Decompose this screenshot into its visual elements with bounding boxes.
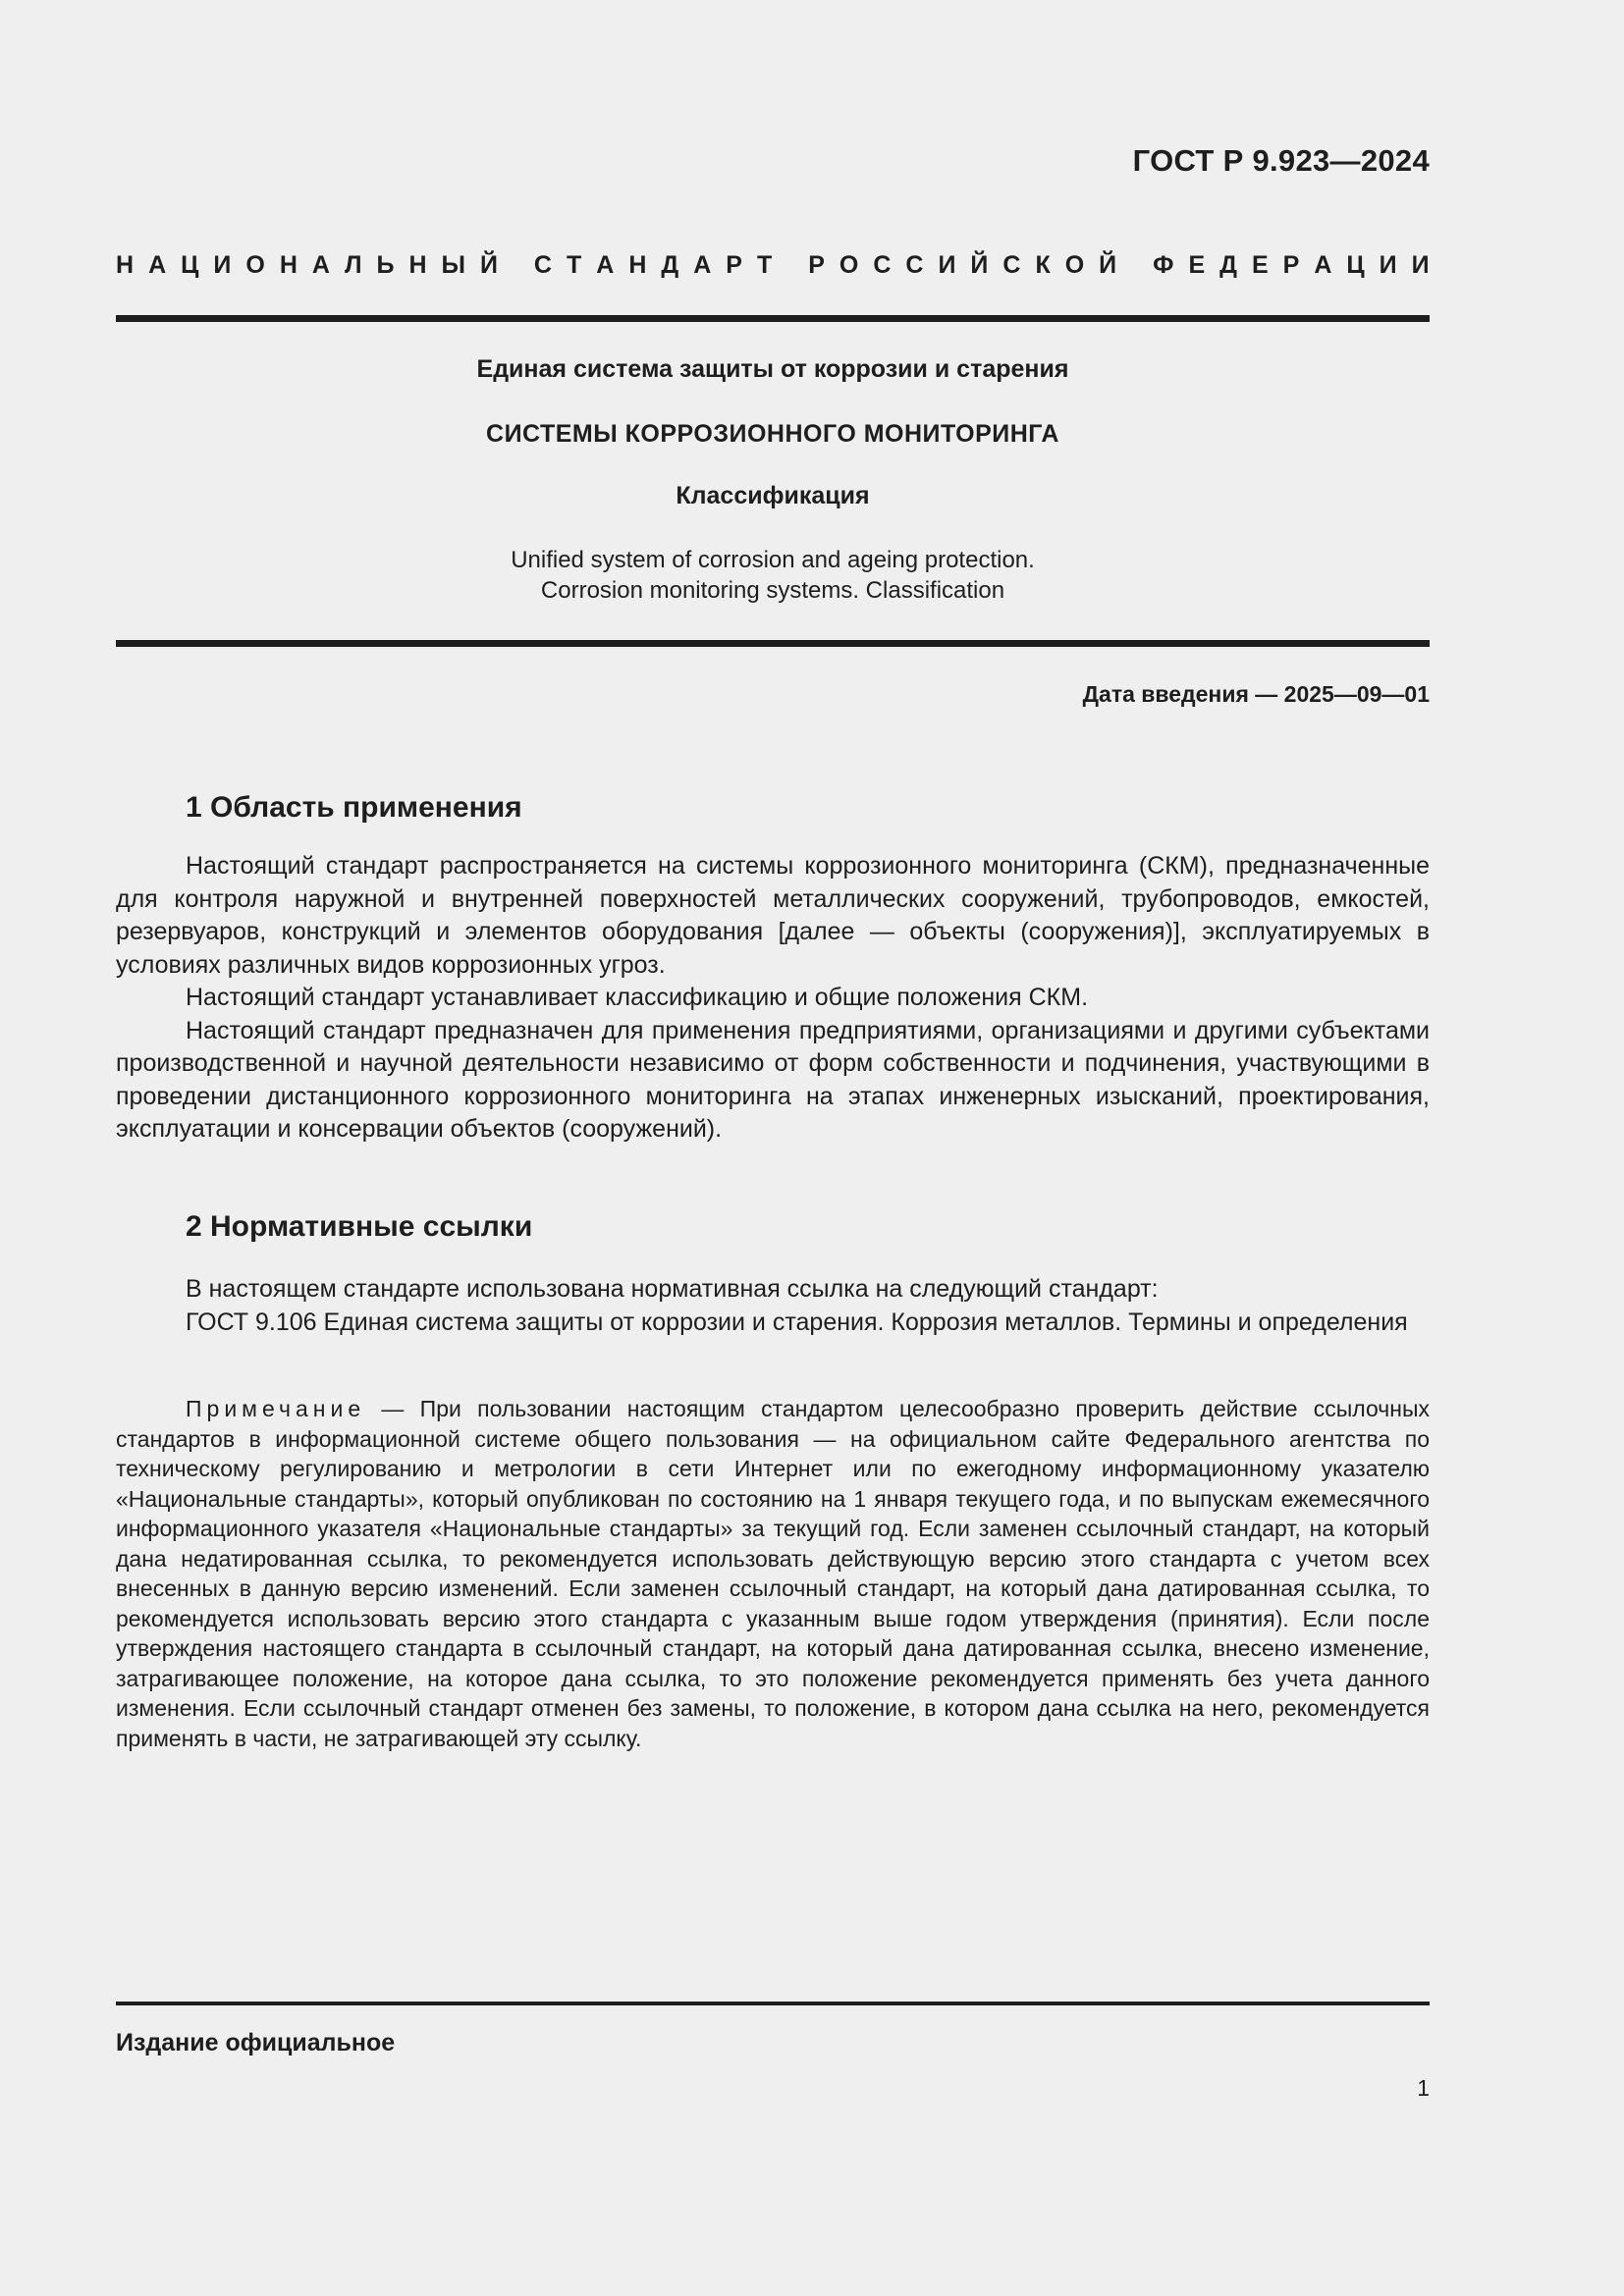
national-title-letter: Ы [441, 251, 465, 279]
national-title-letter: Л [344, 251, 362, 279]
note-block [116, 1394, 1430, 1753]
section-1-heading: 1 Область применения [186, 791, 522, 824]
national-title-letter: И [938, 251, 956, 279]
section-1-paragraph-2: Настоящий стандарт устанавливает классификацию и общие положения СКМ. [186, 984, 1089, 1011]
section-2-body [116, 1273, 1430, 1339]
document-code: ГОСТ Р 9.923—2024 [1132, 143, 1430, 178]
section-2-heading: 2 Нормативные ссылки [186, 1210, 533, 1243]
national-title-letter [786, 251, 793, 280]
middle-divider [116, 640, 1430, 647]
national-title-letter: С [533, 251, 552, 279]
national-title-letter: Н [628, 251, 647, 279]
national-title-letter: С [905, 251, 924, 279]
national-title-letter: Ц [1346, 251, 1365, 279]
english-title-line-1: Unified system of corrosion and ageing protection. [511, 547, 1035, 573]
national-title-letter: Р [1282, 251, 1300, 279]
national-title-letter: О [1064, 251, 1085, 279]
national-title-letter: Ь [376, 251, 395, 279]
national-title-letter: А [693, 251, 712, 279]
national-title-letter: К [1035, 251, 1051, 279]
top-divider [116, 315, 1430, 322]
national-title-letter: А [311, 251, 330, 279]
national-title-letter: И [1379, 251, 1397, 279]
national-title-letter: Д [661, 251, 679, 279]
national-title-letter: Н [279, 251, 298, 279]
national-title-letter: И [213, 251, 232, 279]
section-1-paragraph-1: Настоящий стандарт распространяется на системы коррозионного мониторинга (СКМ), предназначенные для контроля наружной и внутренней поверхностей металлических сооружений, трубопроводов, емкостей, резервуаров, конструкций и элементов оборудования [далее — объекты (сооружения)], эксплуатируемых в условиях различных видов коррозионных угроз. [116, 852, 1430, 979]
national-title-letter: А [1314, 251, 1332, 279]
national-title-letter: Р [808, 251, 825, 279]
national-title-letter: Е [1251, 251, 1269, 279]
national-title-letter: Й [480, 251, 498, 279]
national-title-letter: С [873, 251, 892, 279]
section-1-paragraph-3: Настоящий стандарт предназначен для применения предприятиями, организациями и другими субъектами производственной и научной деятельности независимо от форм собственности и подчинения, участвующими в проведении дистанционного коррозионного мониторинга на этапах инженерных изысканий, проектирования, эксплуатации и консервации объектов (сооружений). [116, 1016, 1430, 1143]
system-title: Единая система защиты от коррозии и старения [476, 355, 1069, 383]
national-title-letter: Е [1188, 251, 1206, 279]
document-page [116, 0, 1430, 2296]
national-title-letter: Р [726, 251, 742, 279]
introduction-date: Дата введения — 2025—09—01 [1082, 681, 1430, 707]
national-title-letter: Д [1219, 251, 1237, 279]
national-title-letter: Т [756, 251, 773, 279]
page-number: 1 [1417, 2075, 1430, 2101]
national-title-letter: Т [566, 251, 582, 279]
section-2-paragraph-1: В настоящем стандарте использована нормативная ссылка на следующий стандарт: [186, 1275, 1159, 1303]
national-title-letter: О [245, 251, 265, 279]
english-title-line-2: Corrosion monitoring systems. Classification [540, 577, 1005, 604]
note-paragraph [116, 1394, 1430, 1753]
national-title-letter: Н [116, 251, 135, 279]
national-title-letter: Н [408, 251, 427, 279]
national-title-letter: И [1411, 251, 1430, 279]
national-title-letter [513, 251, 519, 280]
section-1-body [116, 850, 1430, 1147]
footer-divider [116, 2002, 1430, 2005]
national-title-letter: Ц [181, 251, 199, 279]
national-title-letter: С [1002, 251, 1021, 279]
note-label: Примечание [186, 1396, 366, 1421]
national-title-letter: О [839, 251, 859, 279]
national-title-letter: А [148, 251, 167, 279]
standard-subtitle: Классификация [676, 482, 870, 509]
national-standard-title [116, 251, 1430, 280]
national-title-letter: Ф [1153, 251, 1174, 279]
section-2-paragraph-2: ГОСТ 9.106 Единая система защиты от коррозии и старения. Коррозия металлов. Термины и определения [186, 1308, 1408, 1336]
national-title-letter: А [596, 251, 615, 279]
national-title-letter: Й [970, 251, 989, 279]
standard-name: СИСТЕМЫ КОРРОЗИОННОГО МОНИТОРИНГА [486, 420, 1059, 448]
national-title-letter [1131, 251, 1138, 280]
note-text: — При пользовании настоящим стандартом целесообразно проверить действие ссылочных стандартов в информационной системе общего пользования — на официальном сайте Федерального агентства по техническому регулированию и метрологии в сети Интернет или по ежегодному информационному указателю «Национальные стандарты», который опубликован по состоянию на 1 января текущего года, и по выпускам ежемесячного информационного указателя «Национальные стандарты» за текущий год. Если заменен ссылочный стандарт, на который дана недатированная ссылка, то рекомендуется использовать действующую версию этого стандарта с учетом всех внесенных в данную версию изменений. Если заменен ссылочный стандарт, на который дана датированная ссылка, то рекомендуется использовать версию этого стандарта с указанным выше годом утверждения (принятия). Если после утверждения настоящего стандарта в ссылочный стандарт, на который дана датированная ссылка, внесено изменение, затрагивающее положение, на которое дана ссылка, то это положение рекомендуется применять без учета данного изменения. Если ссылочный стандарт отменен без замены, то положение, в котором дана ссылка на него, рекомендуется применять в части, не затрагивающей эту ссылку. [116, 1396, 1430, 1751]
official-edition-label: Издание официальное [116, 2029, 396, 2056]
english-title [116, 545, 1430, 606]
national-title-letter: Й [1099, 251, 1117, 279]
